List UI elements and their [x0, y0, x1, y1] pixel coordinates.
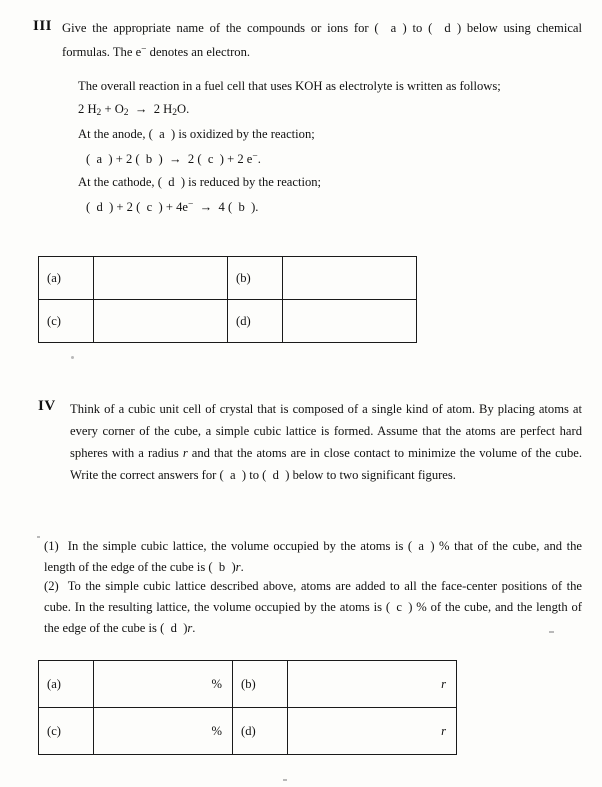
q3-instr-part1: Give the appropriate name of the compounds or ions for (: [62, 21, 379, 35]
scan-speck: [37, 536, 40, 538]
q4-instr-part1: Think of a cubic unit cell of crystal that is composed of a single kind of atom. By placing atoms at every corner of the cube, a simple cubic lattice is formed. Assume that the atoms are perfect hard spheres with a radius: [70, 402, 582, 460]
scan-speck: [549, 631, 554, 633]
sup-minus-1: −: [252, 152, 258, 162]
answer-field-d[interactable]: [288, 708, 457, 755]
item-1-text-part1: In the simple cubic lattice, the volume occupied by the atoms is (: [67, 539, 413, 553]
table-row: [39, 708, 457, 755]
scan-speck: [283, 779, 287, 781]
answer-field-a[interactable]: [94, 257, 228, 300]
item-1-period: .: [240, 560, 244, 574]
q3-instr-part4: denotes an electron.: [149, 45, 251, 59]
q4-blank-a: a: [230, 468, 236, 482]
answer-label-d: (d): [228, 300, 283, 343]
answer-label-b: (b): [228, 257, 283, 300]
answer-label-c: (c): [39, 300, 94, 343]
r-unit: r: [441, 676, 446, 691]
answer-field-a[interactable]: [94, 661, 233, 708]
item-2-r-symbol: r: [187, 621, 193, 635]
item-2-text-part1: To the simple cubic lattice described above, atoms are added to all the face-center positions of the cube. In the resulting lattice, the volume occupied by the atoms is (: [44, 579, 582, 614]
q3-instr-part3: ) below using chemical formulas. The e: [62, 21, 582, 59]
q4-instr-part4: ) below to two significant figures.: [285, 468, 456, 482]
q4-instr-part3: ) to (: [241, 468, 267, 482]
question-4-instructions: [70, 398, 582, 486]
question-4-item-2: [44, 576, 582, 639]
q3-body-line-1: The overall reaction in a fuel cell that uses KOH as electrolyte is written as follows;: [78, 79, 501, 93]
answer-label-c: (c): [39, 708, 94, 755]
q3-blank-cathode-d: d: [168, 175, 175, 189]
answer-table-question-4: [38, 660, 457, 755]
answer-label-d: (d): [233, 708, 288, 755]
question-number-4: IV: [38, 398, 56, 414]
q3-body-line-3: [78, 127, 315, 142]
question-number-3: III: [33, 18, 53, 34]
r-unit: r: [441, 723, 446, 738]
item-1-marker: (1): [44, 539, 59, 553]
q3-body-line-2: 2 $H_2 + O_2 \to 2$ $H_2O$.: [78, 102, 190, 118]
answer-field-b[interactable]: [283, 257, 417, 300]
q3-body-line-6: ( d ) + 2 ( c ) + 4e− → 4 ( b ).: [86, 200, 259, 214]
table-row: [39, 661, 457, 708]
electron-superscript-minus: −: [141, 45, 147, 55]
item-2-text-part2: ) % of the cube, and the length of the edge of the cube is (: [44, 600, 582, 635]
answer-table-question-3: [38, 256, 417, 343]
sup-minus-2: −: [188, 200, 194, 210]
answer-label-a: (a): [39, 661, 94, 708]
percent-unit: %: [211, 676, 222, 691]
item-1-blank-b: b: [218, 560, 226, 574]
q3-blank-a: a: [390, 21, 397, 35]
item-1-text-part2: ) % that of the cube, and the length of the edge of the cube is (: [44, 539, 583, 574]
q3-body-line-5: [78, 175, 321, 190]
answer-field-b[interactable]: [288, 661, 457, 708]
answer-field-c[interactable]: [94, 708, 233, 755]
q3-anode-part2: ) is oxidized by the reaction;: [171, 127, 315, 141]
q4-instr-part2: and that the atoms are in close contact to minimize the volume of the cube. Write the correct answers for (: [70, 446, 582, 482]
table-row: [39, 300, 417, 343]
sub-2: 2: [96, 108, 102, 118]
question-4-item-1: [44, 536, 582, 578]
table-row: [39, 257, 417, 300]
item-2-text-part3: ): [183, 621, 188, 635]
q3-cathode-part2: ) is reduced by the reaction;: [180, 175, 322, 189]
item-2-period: .: [192, 621, 196, 635]
answer-label-a: (a): [39, 257, 94, 300]
q3-cathode-part1: At the cathode, (: [78, 175, 162, 189]
item-2-blank-d: d: [170, 621, 177, 635]
answer-field-c[interactable]: [94, 300, 228, 343]
item-2-marker: (2): [44, 579, 59, 593]
q4-blank-d: d: [272, 468, 279, 482]
q3-anode-part1: At the anode, (: [78, 127, 153, 141]
item-2-blank-c: c: [396, 600, 402, 614]
q3-blank-d: d: [444, 21, 451, 35]
sub-2c: 2: [172, 108, 178, 118]
item-1-r-symbol: r: [235, 560, 241, 574]
q3-body-line-4: ( a ) + 2 ( b ) → 2 ( c ) + 2 e−.: [86, 152, 261, 166]
percent-unit: %: [211, 723, 222, 738]
q4-radius-symbol: r: [182, 446, 188, 460]
answer-label-b: (b): [233, 661, 288, 708]
q3-instr-part2: ) to (: [402, 21, 433, 35]
sub-2b: 2: [123, 108, 129, 118]
scan-speck: [71, 356, 74, 359]
item-1-blank-a: a: [418, 539, 425, 553]
item-1-text-part3: ): [231, 560, 236, 574]
q3-blank-anode-a: a: [159, 127, 165, 141]
question-3-instructions: [62, 17, 582, 63]
answer-field-d[interactable]: [283, 300, 417, 343]
